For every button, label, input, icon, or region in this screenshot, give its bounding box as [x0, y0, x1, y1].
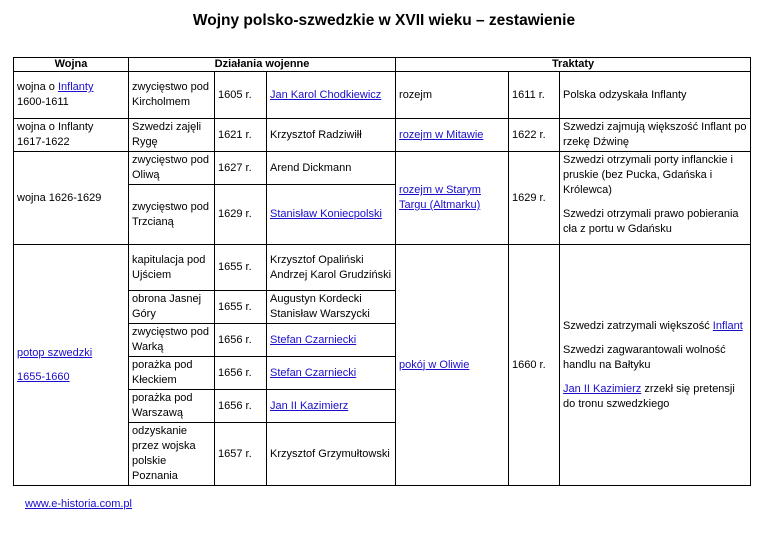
treaty-year-cell: 1611 r.: [509, 72, 560, 119]
treaty-year-cell: 1660 r.: [509, 245, 560, 486]
commander-cell: [267, 324, 396, 357]
treaty-result-cell: Szwedzi zajmują większość Inflant po rzekę Dźwinę: [560, 119, 751, 152]
commander-cell: Krzysztof Opaliński Andrzej Karol Grudziński: [267, 245, 396, 291]
event-cell: Szwedzi zajęli Rygę: [129, 119, 215, 152]
war-prefix: wojna o: [17, 81, 58, 93]
treaty-link-mitawa[interactable]: rozejm w Mitawie: [399, 128, 484, 141]
war-years: 1600-1611: [17, 96, 69, 108]
event-cell: zwycięstwo pod Kircholmem: [129, 72, 215, 119]
event-cell: zwycięstwo pod Oliwą: [129, 152, 215, 185]
header-row: [14, 58, 751, 72]
treaty-result-2: Szwedzi otrzymali prawo pobierania cła z portu w Gdańsku: [563, 208, 739, 235]
year-cell: 1655 r.: [215, 291, 267, 324]
treaty-cell: [396, 152, 509, 245]
year-cell: 1656 r.: [215, 390, 267, 423]
event-cell: zwycięstwo pod Trzcianą: [129, 185, 215, 245]
treaty-year-cell: 1629 r.: [509, 152, 560, 245]
treaty-link-oliwa[interactable]: pokój w Oliwie: [399, 358, 470, 371]
war-years: 1617-1622: [17, 136, 70, 148]
treaty-year-cell: 1622 r.: [509, 119, 560, 152]
king-link[interactable]: Jan II Kazimierz: [563, 382, 642, 395]
war-name: wojna o Inflanty: [17, 121, 94, 133]
commander-cell: [267, 390, 396, 423]
year-cell: 1629 r.: [215, 185, 267, 245]
treaty-result-cell: [560, 152, 751, 245]
war-link-potop[interactable]: potop szwedzki: [17, 346, 93, 359]
treaty-link-stary-targ[interactable]: rozejm w Starym Targu (Altmarku): [399, 184, 481, 211]
treaty-result-cell: Polska odzyskała Inflanty: [560, 72, 751, 119]
commander-cell: Arend Dickmann: [267, 152, 396, 185]
table-row: [14, 152, 751, 185]
table-row: [14, 72, 751, 119]
treaty-result-1: Szwedzi otrzymali porty inflanckie i pruskie (bez Pucka, Gdańska i Królewca): [563, 154, 733, 196]
treaty-result-3: Jan II Kazimierz zrzekł się pretensji do tronu szwedzkiego: [563, 382, 735, 410]
header-treaties: Traktaty: [396, 58, 751, 72]
year-cell: 1605 r.: [215, 72, 267, 119]
event-cell: porażka pod Kłeckiem: [129, 357, 215, 390]
war-cell: [14, 119, 129, 152]
event-cell: zwycięstwo pod Warką: [129, 324, 215, 357]
war-years-link[interactable]: 1655-1660: [17, 370, 70, 383]
event-cell: porażka pod Warszawą: [129, 390, 215, 423]
treaty-result-cell: [560, 245, 751, 486]
commander-cell: [267, 72, 396, 119]
war-cell: [14, 72, 129, 119]
commander-link[interactable]: Jan II Kazimierz: [270, 399, 349, 412]
war-cell: [14, 245, 129, 486]
event-cell: kapitulacja pod Ujściem: [129, 245, 215, 291]
commander-link[interactable]: Stefan Czarniecki: [270, 333, 357, 346]
event-cell: obrona Jasnej Góry: [129, 291, 215, 324]
table-row: [14, 119, 751, 152]
header-military: Działania wojenne: [129, 58, 396, 72]
inflant-link[interactable]: Inflant: [712, 319, 743, 332]
commander-link[interactable]: Stefan Czarniecki: [270, 366, 357, 379]
treaty-cell: [396, 245, 509, 486]
header-war: Wojna: [14, 58, 129, 72]
year-cell: 1656 r.: [215, 324, 267, 357]
war-cell: wojna 1626-1629: [14, 152, 129, 245]
treaty-cell: rozejm: [396, 72, 509, 119]
war-link-inflanty[interactable]: Inflanty: [57, 81, 94, 93]
table-row: [14, 245, 751, 291]
year-cell: 1657 r.: [215, 423, 267, 486]
year-cell: 1656 r.: [215, 357, 267, 390]
commander-link[interactable]: Stanisław Koniecpolski: [270, 208, 382, 220]
commander-link[interactable]: Jan Karol Chodkiewicz: [270, 88, 382, 101]
commander-cell: [267, 357, 396, 390]
treaty-result-1: Szwedzi zatrzymali większość Inflant: [563, 319, 743, 332]
commander-cell: Augustyn Kordecki Stanisław Warszycki: [267, 291, 396, 324]
year-cell: 1621 r.: [215, 119, 267, 152]
treaty-result-2: Szwedzi zagwarantowali wolność handlu na Bałtyku: [563, 343, 726, 371]
treaty-cell: [396, 119, 509, 152]
page-title: Wojny polsko-szwedzkie w XVII wieku – zestawienie: [192, 12, 576, 29]
commander-cell: [267, 185, 396, 245]
footer-link[interactable]: www.e-historia.com.pl: [25, 498, 132, 510]
wars-table: [13, 57, 751, 486]
event-cell: odzyskanie przez wojska polskie Poznania: [129, 423, 215, 486]
commander-cell: Krzysztof Grzymułtowski: [267, 423, 396, 486]
year-cell: 1655 r.: [215, 245, 267, 291]
year-cell: 1627 r.: [215, 152, 267, 185]
commander-cell: Krzysztof Radziwiłł: [267, 119, 396, 152]
